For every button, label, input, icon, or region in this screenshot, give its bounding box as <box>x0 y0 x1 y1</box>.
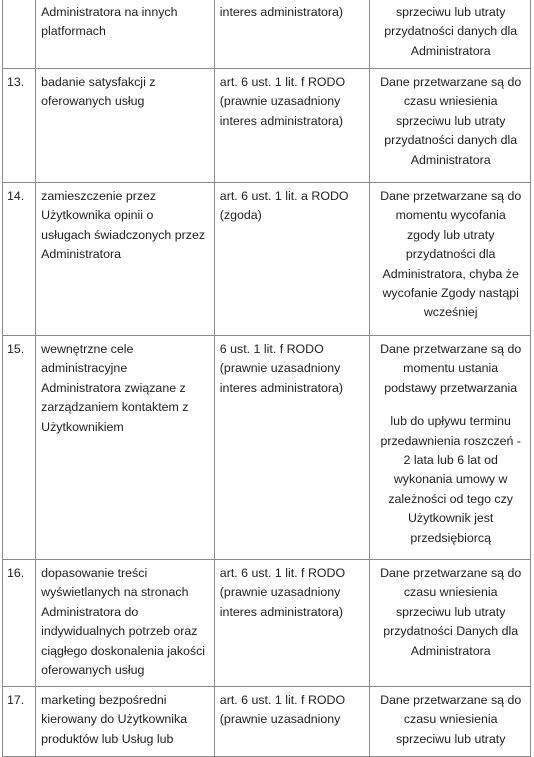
retention-period-line: podstawy przetwarzania <box>384 380 518 395</box>
data-processing-table <box>2 0 531 757</box>
purpose-cell <box>36 336 215 560</box>
retention-period-line: wcześniej <box>423 305 478 320</box>
purpose-line: oferowanych usług <box>41 663 145 678</box>
table-row <box>3 336 531 560</box>
purpose-line: platformach <box>41 24 106 39</box>
retention-period-line: lub do upływu terminu <box>390 414 511 429</box>
legal-basis-line: art. 6 ust. 1 lit. f RODO <box>219 566 346 580</box>
purpose-line: zarządzaniem kontaktem z <box>41 400 189 415</box>
retention-period-line: Administratora, chyba że <box>382 266 519 281</box>
legal-basis-line: (prawnie uzasadniony <box>219 94 341 109</box>
retention-period-line: Administratora <box>410 43 491 58</box>
purpose-line: produktów lub Usług lub <box>41 731 174 746</box>
retention-period-line: Dane przetwarzane są do <box>380 75 522 89</box>
retention-period-line: sprzeciwu lub utraty <box>395 113 506 128</box>
retention-period-line: Użytkownik jest <box>407 511 494 526</box>
retention-period-line: momentu ustania <box>403 361 499 376</box>
row-number: 13. <box>7 75 25 89</box>
legal-basis-line: interes administratora) <box>219 604 344 619</box>
retention-period-line: wykonania umowy w <box>393 472 508 487</box>
row-number-cell <box>3 0 36 69</box>
legal-basis-line: art. 6 ust. 1 lit. f RODO <box>219 75 346 89</box>
retention-period-line: przedsiębiorcą <box>410 530 491 545</box>
purpose-line: wyświetlanych na stronach <box>41 585 189 600</box>
purpose-line: indywidualnych potrzeb oraz <box>41 624 198 639</box>
retention-period-cell <box>370 183 531 336</box>
row-number: 15. <box>7 342 25 356</box>
legal-basis-line: (zgoda) <box>219 208 262 223</box>
purpose-line: Administratora na innych <box>41 5 178 19</box>
legal-basis-line: (prawnie uzasadniony <box>219 361 341 376</box>
retention-period-line: 2 lata lub 6 lat od <box>403 453 498 468</box>
retention-period-line: przydatności dla <box>405 247 496 262</box>
purpose-line: ciągłego doskonalenia jakości <box>41 643 206 658</box>
table-row <box>3 0 531 69</box>
retention-period-line: sprzeciwu lub utraty <box>395 5 506 19</box>
purpose-line: Administratora związane z <box>41 380 186 395</box>
legal-basis-cell <box>214 687 370 757</box>
purpose-line: oferowanych usług <box>41 94 145 109</box>
purpose-line: badanie satysfakcji z <box>41 75 156 89</box>
purpose-line: wewnętrzne cele <box>41 342 134 356</box>
table-row <box>3 183 531 336</box>
legal-basis-cell <box>214 560 370 687</box>
retention-period-line: wycofanie Zgody nastąpi <box>382 286 519 301</box>
retention-period-cell <box>370 560 531 687</box>
retention-period-cell <box>370 336 531 560</box>
retention-period-line: przydatności Danych dla <box>383 624 519 639</box>
row-number-cell <box>3 336 36 560</box>
legal-basis-cell <box>214 69 370 183</box>
table-row <box>3 69 531 183</box>
retention-period-line: Dane przetwarzane są do <box>380 693 522 707</box>
purpose-line: usługach świadczonych przez <box>41 227 206 242</box>
purpose-line: zamieszczenie przez <box>41 189 157 203</box>
retention-period-line: Administratora <box>410 643 491 658</box>
retention-period-line: Dane przetwarzane są do <box>380 342 522 356</box>
retention-period-line: czasu wniesienia <box>403 94 498 109</box>
retention-period-line: zależności od tego czy <box>388 491 514 506</box>
retention-period-line: Dane przetwarzane są do <box>380 566 522 580</box>
retention-period-line: sprzeciwu lub utraty <box>395 604 506 619</box>
retention-period-line: przydatności danych dla <box>384 24 518 39</box>
row-number-cell <box>3 687 36 757</box>
legal-basis-line: 6 ust. 1 lit. f RODO <box>219 342 324 356</box>
retention-period-line: sprzeciwu lub utraty <box>395 731 506 746</box>
retention-period-line: Administratora <box>410 152 491 167</box>
legal-basis-line: art. 6 ust. 1 lit. a RODO <box>219 189 349 203</box>
legal-basis-line: (prawnie uzasadniony <box>219 712 341 727</box>
legal-basis-line: interes administratora) <box>219 5 344 19</box>
retention-period-line: zgody lub utraty <box>406 227 495 242</box>
retention-period-line: przedawnienia roszczeń - <box>380 433 521 448</box>
purpose-cell <box>36 0 215 69</box>
purpose-line: marketing bezpośredni <box>41 693 167 707</box>
legal-basis-line: interes administratora) <box>219 113 344 128</box>
row-number: 16. <box>7 566 25 580</box>
row-number: 14. <box>7 189 25 203</box>
purpose-cell <box>36 687 215 757</box>
legal-basis-line: art. 6 ust. 1 lit. f RODO <box>219 693 346 707</box>
legal-basis-cell <box>214 183 370 336</box>
row-number-cell <box>3 183 36 336</box>
purpose-line: dopasowanie treści <box>41 566 148 580</box>
retention-period-line: czasu wniesienia <box>403 585 498 600</box>
retention-period-line: czasu wniesienia <box>403 712 498 727</box>
retention-period-cell <box>370 0 531 69</box>
retention-period-cell <box>370 69 531 183</box>
purpose-line: Użytkownikiem <box>41 419 124 434</box>
retention-period-line: Dane przetwarzane są do <box>380 189 522 203</box>
purpose-line: kierowany do Użytkownika <box>41 712 188 727</box>
row-number: 17. <box>7 693 25 707</box>
legal-basis-line: interes administratora) <box>219 380 344 395</box>
purpose-cell <box>36 560 215 687</box>
row-number-cell <box>3 69 36 183</box>
retention-period-line: przydatności danych dla <box>384 133 518 148</box>
legal-basis-line: (prawnie uzasadniony <box>219 585 341 600</box>
purpose-line: Użytkownika opinii o <box>41 208 154 223</box>
retention-period-line: momentu wycofania <box>395 208 506 223</box>
row-number-cell <box>3 560 36 687</box>
table-row <box>3 560 531 687</box>
purpose-line: Administratora <box>41 247 122 262</box>
table-row <box>3 687 531 757</box>
purpose-cell <box>36 183 215 336</box>
retention-period-cell <box>370 687 531 757</box>
legal-basis-cell <box>214 336 370 560</box>
purpose-line: administracyjne <box>41 361 128 376</box>
purpose-line: Administratora do <box>41 604 139 619</box>
purpose-cell <box>36 69 215 183</box>
legal-basis-cell <box>214 0 370 69</box>
